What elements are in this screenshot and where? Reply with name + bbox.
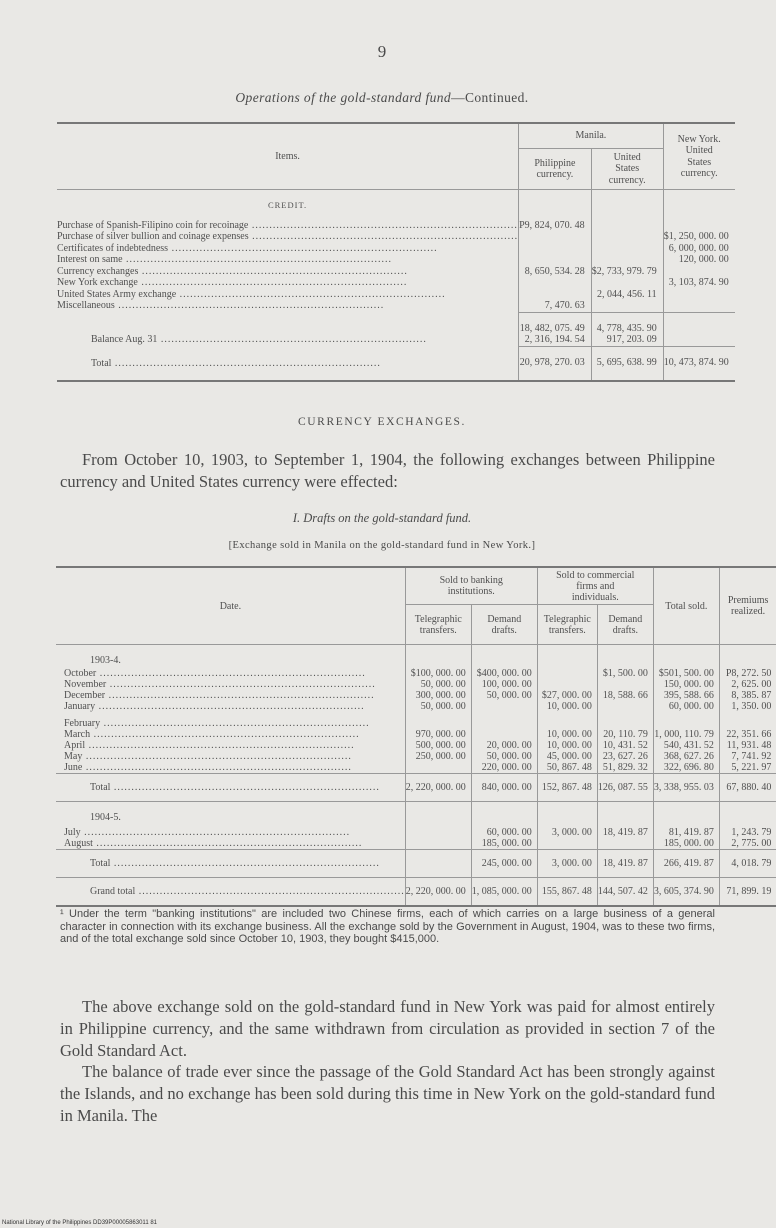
cell: 4, 778, 435. 90	[596, 322, 657, 334]
value-cell	[538, 668, 592, 679]
row-label: Interest on same .....	[57, 254, 518, 266]
value-cell	[598, 718, 648, 729]
row-label: New York exchange .....	[57, 277, 518, 289]
total-value: 1, 085, 000. 00	[471, 878, 537, 907]
value-cell	[538, 679, 592, 690]
value-cell: 1, 000, 110. 79	[654, 729, 714, 740]
total-value: 245, 000. 00	[471, 850, 537, 878]
cell: 7, 470. 63	[544, 300, 585, 311]
total-value: 126, 087. 55	[597, 774, 653, 802]
date-cell-group	[56, 823, 405, 850]
col-banking: Sold to banking institutions.	[405, 567, 537, 605]
value-cell	[720, 718, 772, 729]
value-cell: 395, 588. 66	[663, 690, 714, 701]
value-cell	[406, 838, 466, 849]
value-cell	[472, 729, 532, 740]
value-cell	[406, 762, 466, 773]
total-value: 4, 018. 79	[719, 850, 776, 878]
value-cell: 50, 000. 00	[420, 679, 466, 690]
value-cell-group	[719, 712, 776, 774]
value-cell: 10, 431. 52	[602, 740, 648, 751]
row-label: United States Army exchange .....	[57, 289, 518, 301]
value-cell: 185, 000. 00	[481, 838, 532, 849]
value-cell-group	[537, 712, 597, 774]
date-label: October .....	[64, 668, 405, 679]
value-cell: 300, 000. 00	[415, 690, 466, 701]
value-cell-group	[405, 666, 471, 712]
value-cell: 18, 588. 66	[602, 690, 648, 701]
col-comm-telegraphic: Telegraphic transfers.	[537, 605, 597, 645]
total-value	[405, 850, 471, 878]
total-label: Total .....	[56, 774, 405, 802]
value-cell	[598, 838, 648, 849]
value-cell: 20, 110. 79	[603, 729, 648, 740]
cell: P9, 824, 070. 48	[519, 219, 585, 231]
paragraph-2: The above exchange sold on the gold-standard fund in New York was paid for almost entirely in Philippine currency, and the same withdrawn from circulation as provided in section 7 of the Gold Standard Act.	[60, 997, 715, 1060]
value-cell: 3, 000. 00	[551, 827, 592, 838]
col-premiums: Premiums realized.	[719, 567, 776, 645]
date-label: May .....	[64, 751, 405, 762]
exchange-drafts-table	[56, 566, 776, 907]
total-label	[57, 346, 519, 381]
value-cell: 10, 000. 00	[546, 701, 592, 712]
value-cell	[538, 718, 592, 729]
value-cell	[654, 718, 714, 729]
value-cell: 81, 419. 87	[668, 827, 714, 838]
balance-text: Balance Aug. 31 .....	[91, 334, 518, 346]
value-cell: 2, 775. 00	[731, 838, 772, 849]
cell	[592, 231, 657, 243]
value-cell: P8, 272. 50	[725, 668, 772, 679]
row-label: Miscellaneous .....	[57, 300, 518, 312]
date-label: December .....	[64, 690, 405, 701]
value-cell: 5, 221. 97	[731, 762, 772, 773]
value-cell: 45, 000. 00	[546, 751, 592, 762]
value-cell-group	[653, 712, 719, 774]
cell: 3, 103, 874. 90	[668, 277, 729, 288]
value-cell	[406, 718, 466, 729]
value-cell: 540, 431. 52	[663, 740, 714, 751]
value-cell	[472, 701, 532, 712]
table1-title-italic: Operations of the gold-standard fund	[235, 90, 452, 105]
col-manila: Manila.	[519, 123, 664, 149]
value-cell: 250, 000. 00	[415, 751, 466, 762]
cell: 120, 000. 00	[678, 254, 729, 265]
col-comm-demand: Demand drafts.	[597, 605, 653, 645]
paragraph-3: The balance of trade ever since the passage of the Gold Standard Act has been strongly against the Islands, and no exchange has been sold during this time in New York on the gold-standard fund in Manila. The	[60, 1062, 715, 1125]
us-values	[591, 220, 663, 313]
value-cell	[598, 701, 648, 712]
cell	[664, 300, 729, 312]
section-heading: CURRENCY EXCHANGES.	[298, 416, 466, 428]
total-phil: 20, 978, 270. 03	[519, 346, 592, 381]
cell: 6, 000, 000. 00	[668, 242, 729, 254]
value-cell: 50, 000. 00	[486, 690, 532, 701]
value-cell-group	[537, 666, 597, 712]
total-value: 18, 419. 87	[597, 850, 653, 878]
value-cell: $1, 500. 00	[602, 668, 648, 679]
date-label: April .....	[64, 740, 405, 751]
phil-values	[519, 220, 592, 313]
date-label: February .....	[64, 718, 405, 729]
cell	[519, 231, 585, 243]
cell: $1, 250, 000. 00	[663, 231, 729, 242]
date-label: June .....	[64, 762, 405, 773]
total-ny: 10, 473, 874. 90	[663, 346, 735, 381]
subtotal-us	[591, 312, 663, 346]
value-cell-group	[719, 823, 776, 850]
value-cell: 185, 000. 00	[663, 838, 714, 849]
value-cell	[406, 827, 466, 838]
cell	[592, 300, 657, 312]
total-label: Grand total .....	[56, 878, 405, 907]
total-value: 144, 507. 42	[597, 878, 653, 907]
library-watermark: National Library of the Philippines DD39P00005863011 81	[2, 1220, 157, 1226]
cell	[592, 220, 657, 232]
gold-fund-operations-table	[57, 122, 735, 382]
footnote: ¹ Under the term "banking institutions" are included two Chinese firms, each of which carries on a large business of a general character in connection with its exchange business. All the exchange sold by the Government in August, 1904, was to these two firms, and of the total exchange sold since October 10, 1903, they bought $415,000.	[60, 908, 715, 945]
date-label: January .....	[64, 701, 405, 712]
row-label: Certificates of indebtedness .....	[57, 243, 518, 255]
cell	[664, 266, 729, 278]
col-date: Date.	[56, 567, 405, 645]
table2-subtitle: I. Drafts on the gold-standard fund.	[292, 511, 472, 525]
value-cell: 220, 000. 00	[481, 762, 532, 773]
value-cell: 970, 000. 00	[415, 729, 466, 740]
row-label: Currency exchanges .....	[57, 266, 518, 278]
intro-paragraph: From October 10, 1903, to September 1, 1904, the following exchanges between Philippine currency and United States currency were effected:	[60, 450, 715, 491]
cell: 2, 044, 456. 11	[597, 288, 657, 300]
table2-note: [Exchange sold in Manila on the gold-standard fund in New York.]	[228, 540, 536, 551]
total-value: 155, 867. 48	[537, 878, 597, 907]
value-cell: 60, 000. 00	[486, 827, 532, 838]
value-cell: 1, 350. 00	[731, 701, 772, 712]
value-cell: 2, 625. 00	[731, 679, 772, 690]
value-cell: 11, 931. 48	[726, 740, 772, 751]
value-cell: $27, 000. 00	[541, 690, 592, 701]
total-value: 3, 605, 374. 90	[653, 878, 719, 907]
date-cell-group	[56, 712, 405, 774]
value-cell: 8, 385. 87	[731, 690, 772, 701]
col-bank-demand: Demand drafts.	[471, 605, 537, 645]
value-cell: 322, 696. 80	[663, 762, 714, 773]
value-cell: 18, 419. 87	[602, 827, 648, 838]
value-cell: 20, 000. 00	[486, 740, 532, 751]
cell	[664, 220, 729, 232]
value-cell-group	[405, 823, 471, 850]
value-cell-group	[537, 823, 597, 850]
value-cell: 368, 627. 26	[663, 751, 714, 762]
table1-title	[0, 90, 764, 106]
value-cell: 51, 829. 32	[602, 762, 648, 773]
col-new-york: New York. United States currency.	[663, 123, 735, 190]
value-cell-group	[719, 666, 776, 712]
ny-values	[663, 220, 735, 313]
total-value: 71, 899. 19	[719, 878, 776, 907]
table1-labels	[57, 220, 519, 313]
total-text: Total .....	[91, 358, 518, 370]
value-cell	[538, 838, 592, 849]
value-cell-group	[597, 823, 653, 850]
total-value: 2, 220, 000. 00	[405, 774, 471, 802]
value-cell: $100, 000. 00	[410, 668, 466, 679]
cell: 8, 650, 534. 28	[524, 265, 585, 277]
value-cell: 1, 243. 79	[731, 827, 772, 838]
total-value: 152, 867. 48	[537, 774, 597, 802]
value-cell: $400, 000. 00	[476, 668, 532, 679]
value-cell: 150, 000. 00	[663, 679, 714, 690]
value-cell: 60, 000. 00	[668, 701, 714, 712]
col-total-sold: Total sold.	[653, 567, 719, 645]
date-label: November .....	[64, 679, 405, 690]
cell	[519, 243, 585, 255]
page-number: 9	[377, 42, 387, 61]
total-value: 840, 000. 00	[471, 774, 537, 802]
year-1903-4: 1903-4.	[90, 655, 121, 666]
total-value: 266, 419. 87	[653, 850, 719, 878]
cell	[519, 289, 585, 301]
cell	[592, 277, 657, 289]
value-cell: 10, 000. 00	[546, 729, 592, 740]
value-cell: 22, 351. 66	[726, 729, 772, 740]
date-cell-group	[56, 666, 405, 712]
cell: 2, 316, 194. 54	[524, 334, 585, 345]
section-credit: CREDIT.	[267, 200, 308, 210]
value-cell: 10, 000. 00	[546, 740, 592, 751]
date-label: August .....	[64, 838, 405, 849]
cell	[519, 277, 585, 289]
col-bank-telegraphic: Telegraphic transfers.	[405, 605, 471, 645]
total-us: 5, 695, 638. 99	[591, 346, 663, 381]
value-cell: 7, 741. 92	[731, 751, 772, 762]
value-cell-group	[597, 712, 653, 774]
value-cell: 50, 000. 00	[420, 701, 466, 712]
col-items: Items.	[57, 123, 519, 190]
cell	[519, 254, 585, 266]
total-value: 2, 220, 000. 00	[405, 878, 471, 907]
col-philippine-currency: Philippine currency.	[519, 149, 592, 190]
value-cell: 23, 627. 26	[602, 751, 648, 762]
total-value: 3, 000. 00	[537, 850, 597, 878]
value-cell-group	[471, 823, 537, 850]
cell	[592, 243, 657, 255]
table1-title-suffix: —Continued.	[451, 90, 529, 105]
cell	[592, 254, 657, 266]
total-value: 67, 880. 40	[719, 774, 776, 802]
subtotal-ny	[663, 312, 735, 346]
col-commercial: Sold to commercial firms and individuals.	[537, 567, 653, 605]
col-us-currency: United States currency.	[591, 149, 663, 190]
subtotal-phil	[519, 312, 592, 346]
cell: 917, 203. 09	[606, 334, 657, 345]
value-cell-group	[471, 712, 537, 774]
value-cell	[472, 718, 532, 729]
cell	[664, 289, 729, 301]
row-label: Purchase of Spanish-Filipino coin for recoinage .....	[57, 220, 518, 232]
value-cell-group	[597, 666, 653, 712]
date-label: March .....	[64, 729, 405, 740]
row-label: Purchase of silver bullion and coinage expenses .....	[57, 231, 518, 243]
year-1904-5: 1904-5.	[56, 802, 405, 824]
value-cell: 50, 867. 48	[546, 762, 592, 773]
value-cell: 500, 000. 00	[415, 740, 466, 751]
value-cell-group	[653, 823, 719, 850]
value-cell: 50, 000. 00	[486, 751, 532, 762]
value-cell-group	[405, 712, 471, 774]
value-cell-group	[653, 666, 719, 712]
balance-label	[57, 312, 519, 346]
cell: 18, 482, 075. 49	[519, 322, 585, 334]
date-label: July .....	[64, 827, 405, 838]
total-label: Total .....	[56, 850, 405, 878]
total-value: 3, 338, 955. 03	[653, 774, 719, 802]
value-cell	[598, 679, 648, 690]
value-cell: $501, 500. 00	[658, 668, 714, 679]
value-cell: 100, 000. 00	[481, 679, 532, 690]
cell: $2, 733, 979. 79	[591, 265, 657, 277]
value-cell-group	[471, 666, 537, 712]
